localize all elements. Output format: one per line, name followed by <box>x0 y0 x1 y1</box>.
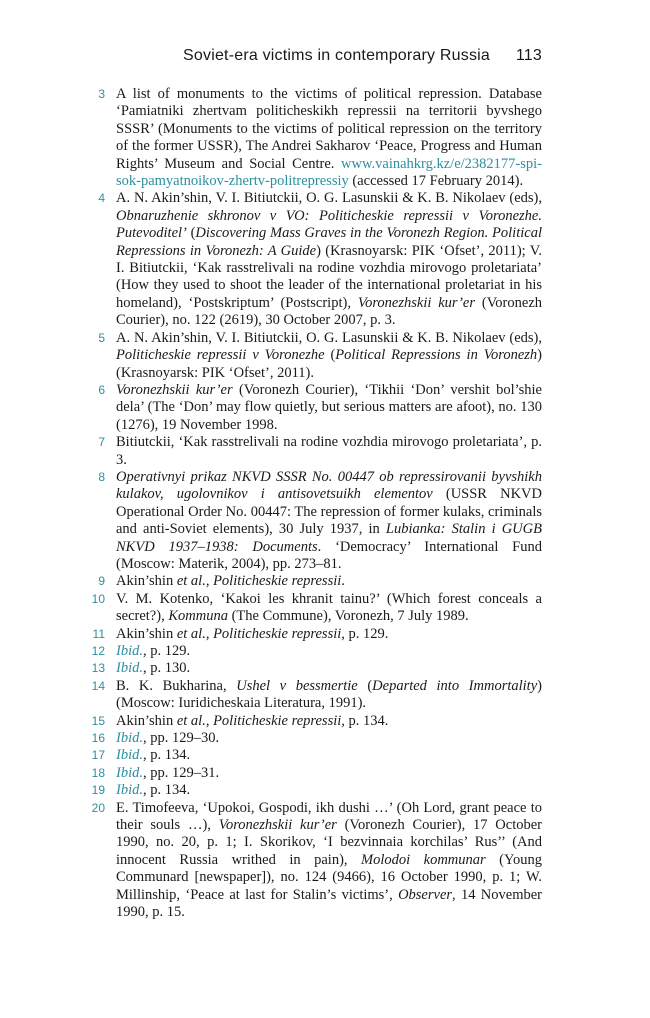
note-number: 9 <box>98 574 105 589</box>
ibid-ref: Ibid. <box>116 782 143 799</box>
endnote: 15 Akin’shin et al., Politicheskie repressii, p. 134. <box>0 713 542 730</box>
page-number: 113 <box>515 47 542 64</box>
note-number: 17 <box>91 748 105 763</box>
endnote: 3 A list of monuments to the victims of political repression. Database ‘Pamiatniki zhertvam politicheskikh repressii na territorii byvshego SSSR’ (Monuments to the victims of political repression on the territory of the former USSR), The Andrei Sakharov ‘Peace, Progress and Human Rights’ Museum and Social Centre. www.vainahkrg.kz/e/2382177-spi-sok-pamyatnoikov-zhertv-politrepressiy (accessed 17 February 2014). <box>0 86 542 190</box>
endnote: 17 Ibid., p. 134. <box>0 747 542 764</box>
endnote: 5 A. N. Akin’shin, V. I. Bitiutckii, O. G. Lasunskii & K. B. Nikolaev (eds), Politicheskie repressii v Voronezhe (Political Repressions in Voronezh) (Krasnoyarsk: PIK ‘Ofset’, 2011). <box>0 330 542 382</box>
note-number: 10 <box>91 591 105 606</box>
source-link[interactable]: www.vainahkrg.kz/e/2382177-spi-sok-pamyatnoikov-zhertv-politrepressiy <box>116 155 542 190</box>
endnote: 8 Operativnyi prikaz NKVD SSSR No. 00447 ob repressirovanii byvshikh kulakov, ugolovnikov i antisovetsuikh elementov (USSR NKVD Operational Order No. 00447: The repression of former kulaks, criminals and anti-Soviet elements), 30 July 1937, in Lubianka: Stalin i GUGB NKVD 1937–1938: Documents. ‘Democracy’ International Fund (Moscow: Materik, 2004), pp. 273–81. <box>0 469 542 573</box>
note-number: 12 <box>91 644 105 658</box>
note-number: 4 <box>98 191 105 206</box>
endnote: 4 A. N. Akin’shin, V. I. Bitiutckii, O. G. Lasunskii & K. B. Nikolaev (eds), Obnaruzhenie skhronov v VO: Politicheskie repressii v Voronezhe. Putevoditel’ (Discovering Mass Graves in the Voronezh Region. Political Repressions in Voronezh: A Guide) (Krasnoyarsk: PIK ‘Ofset’, 2011); V. I. Bitiutckii, ‘Kak rasstrelivali na rodine vozhdia mirovogo proletariata’ (How they used to shoot the leader of the international proletariat in his homeland), ‘Postskriptum’ (Postscript), Voronezhskii kur’er (Voronezh Courier), no. 122 (2619), 30 October 2007, p. 3. <box>0 190 542 329</box>
endnote: 20 E. Timofeeva, ‘Upokoi, Gospodi, ikh dushi …’ (Oh Lord, grant peace to their souls …), Voronezhskii kur’er (Voronezh Courier), 17 October 1990, no. 20, p. 1; I. Skorikov, ‘I bezvinnaia korchilas’ Rus’’ (And innocent Russia writhed in pain), Molodoi kommunar (Young Communard [newspaper]), no. 124 (9466), 16 October 1990, p. 1; W. Millinship, ‘Peace at last for Stalin’s victims’, Observer, 14 November 1990, p. 15. <box>0 800 542 922</box>
ibid-ref: Ibid. <box>116 747 143 764</box>
endnote: 12 Ibid., p. 129. <box>0 643 542 660</box>
endnote: 19 Ibid., p. 134. <box>0 782 542 799</box>
note-number: 19 <box>91 783 105 798</box>
endnote: 7 Bitiutckii, ‘Kak rasstrelivali na rodine vozhdia mirovogo proletariata’, p. 3. <box>0 434 542 469</box>
note-number: 11 <box>92 626 105 641</box>
running-title: Soviet-era victims in contemporary Russia <box>183 47 490 64</box>
endnote: 14 B. K. Bukharina, Ushel v bessmertie (Departed into Immortality) (Moscow: Iuridicheskaia Literatura, 1991). <box>0 678 542 713</box>
endnote: 11 Akin’shin et al., Politicheskie repressii, p. 129. <box>0 626 542 643</box>
note-number: 3 <box>98 87 105 101</box>
note-number: 7 <box>98 435 105 450</box>
endnote: 18 Ibid., pp. 129–31. <box>0 765 542 782</box>
ibid-ref: Ibid. <box>116 730 143 747</box>
note-number: 14 <box>91 678 105 693</box>
note-number: 6 <box>98 382 105 397</box>
endnote: 6 Voronezhskii kur’er (Voronezh Courier), ‘Tikhii ‘Don’ vershit bol’shie dela’ (The ‘Don’ may flow quietly, but serious matters are afoot), no. 130 (1276), 19 November 1998. <box>0 382 542 434</box>
endnote: 10 V. M. Kotenko, ‘Kakoi les khranit tainu?’ (Which forest conceals a secret?), Kommuna (The Commune), Voronezh, 7 July 1989. <box>0 591 542 626</box>
ibid-ref: Ibid. <box>116 660 143 677</box>
endnote: 16 Ibid., pp. 129–30. <box>0 730 542 747</box>
endnote: 13 Ibid., p. 130. <box>0 660 542 677</box>
note-number: 15 <box>91 713 105 728</box>
ibid-ref: Ibid. <box>116 643 143 659</box>
running-header <box>0 47 650 71</box>
endnotes-list <box>0 86 650 922</box>
endnote: 9 Akin’shin et al., Politicheskie repressii. <box>0 573 542 590</box>
note-number: 13 <box>91 661 105 676</box>
note-number: 18 <box>91 765 105 780</box>
note-number: 20 <box>91 800 105 815</box>
ibid-ref: Ibid. <box>116 764 143 781</box>
note-number: 8 <box>98 469 105 484</box>
note-number: 16 <box>91 731 105 746</box>
note-number: 5 <box>98 330 105 345</box>
